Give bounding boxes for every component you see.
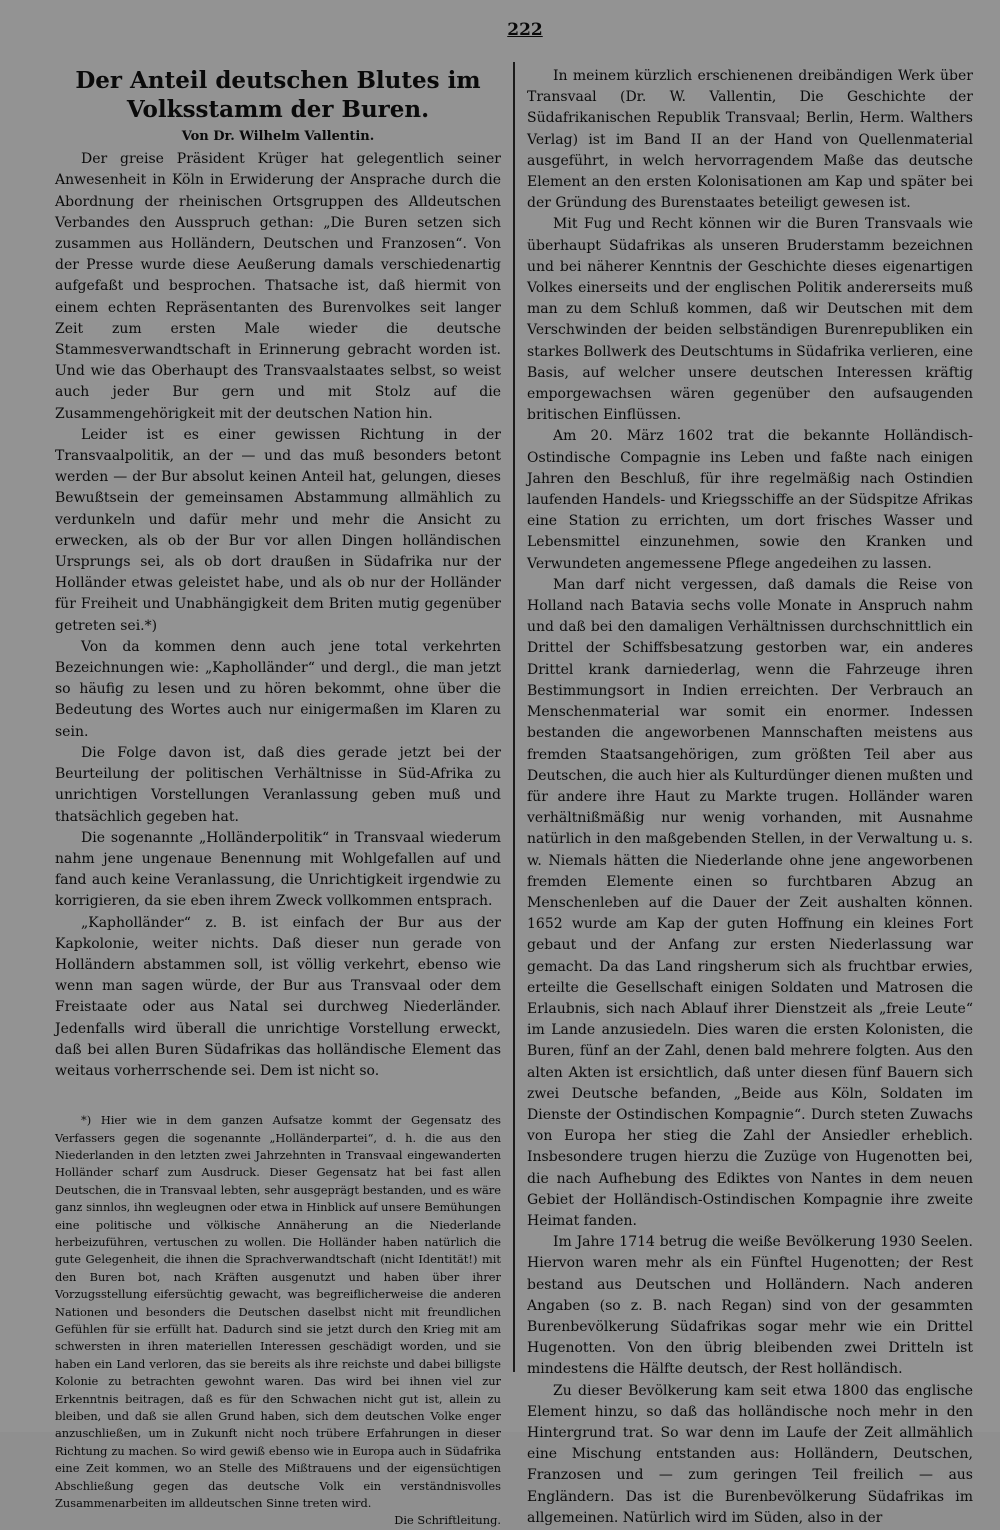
paragraph: In meinem kürzlich erschienenen dreibändigen Werk über Transvaal (Dr. W. Vallentin, Die Geschichte der Südafrikanischen Republik Transvaal; Berlin, Herm. Walthers Verlag) ist im Band II an der Hand von Quellenmaterial ausgeführt, in welch hervorragendem Maße das deutsche Element an den ersten Kolonisationen am Kap und später bei der Gründung des Burenstaates beteiligt gewesen ist.	[527, 68, 973, 212]
footnote	[55, 1112, 501, 1528]
right-column	[527, 66, 973, 1529]
paragraph: Im Jahre 1714 betrug die weiße Bevölkerung 1930 Seelen. Hiervon waren mehr als ein Fünftel Hugenotten; der Rest bestand aus Deutschen und Holländern. Nach anderen Angaben (so z. B. nach Regan) sind von der gesammten Burenbevölkerung Südafrikas sogar mehr wie ein Drittel Hugenotten. Von den übrig bleibenden zwei Dritteln ist mindestens die Hälfte deutsch, der Rest holländisch.	[527, 1234, 973, 1378]
left-column	[55, 66, 501, 1530]
footnote-body: *) Hier wie in dem ganzen Aufsatze kommt der Gegensatz des Verfassers gegen die sogenannte „Holländerpartei“, d. h. die aus den Niederlanden in den letzten zwei Jahrzehnten in Transvaal eingewanderten Holländer scharf zum Ausdruck. Dieser Gegensatz hat bei fast allen Deutschen, die in Transvaal lebten, sehr ausgeprägt bestanden, und es wäre ganz sinnlos, ihn wegleugnen oder etwa in Hinblick auf unsere Bemühungen eine politische und völkische Annäherung an die Niederlande herbeizuführen, vertuschen zu wollen. Die Holländer haben natürlich die gute Gelegenheit, die ihnen die Sprachverwandtschaft (nicht Identität!) mit den Buren bot, nach Kräften ausgenutzt und haben über ihrer Vorzugsstellung eifersüchtig gewacht, was begreiflicherweise die anderen Nationen und besonders die Deutschen daselbst nicht mit freundlichen Gefühlen für sie erfüllt hat. Dadurch sind sie jetzt durch den Krieg mit am schwersten in ihren materiellen Interessen geschädigt worden, und sie haben ein Land verloren, das sie bereits als ihre reichste und dabei billigste Kolonie zu betrachten gewohnt waren. Das wird bei ihnen viel zur Erkenntnis beitragen, daß es für den Schwachen nicht gut ist, allein zu bleiben, und daß sie allen Grund haben, sich dem deutschen Volke enger anzuschließen, um in Zukunft nicht noch trübere Erfahrungen in dieser Richtung zu machen. So wird gewiß ebenso wie in Europa auch in Südafrika eine Zeit kommen, wo an Stelle des Mißtrauens und der eigensüchtigen Abschließung gegen das deutsche Volk ein verständnisvolles Zusammenarbeiten im alldeutschen Sinne treten wird.	[55, 1113, 501, 1511]
paragraph: Von da kommen denn auch jene total verkehrten Bezeichnungen wie: „Kapholländer“ und dergl., die man jetzt so häufig zu lesen und zu hören bekommt, ohne über die Bedeutung des Wortes auch nur einigermaßen im Klaren zu sein.	[55, 638, 501, 740]
paragraph: Die sogenannte „Holländerpolitik“ in Transvaal wiederum nahm jene ungenaue Benennung mit Wohlgefallen auf und fand auch keine Veranlassung, die Unrichtigkeit irgendwie zu korrigieren, da sie eben ihrem Zweck vollkommen entsprach.	[55, 829, 501, 910]
article-title: Der Anteil deutschen Blutes im Volksstamm der Buren.	[75, 67, 481, 123]
paragraph: Am 20. März 1602 trat die bekannte Holländisch-Ostindische Compagnie ins Leben und faßte nach einigen Jahren den Beschluß, für ihre regelmäßig nach Ostindien laufenden Handels- und Kriegsschiffe an der Südspitze Afrikas eine Station zu errichten, um dort frisches Wasser und Lebensmittel einzunehmen, sowie den Kranken und Verwundeten angemessene Pflege angedeihen zu lassen.	[527, 428, 973, 572]
page-number: 222	[507, 20, 543, 40]
paragraph: „Kapholländer“ z. B. ist einfach der Bur aus der Kapkolonie, weiter nichts. Daß dieser nun gerade von Holländern abstammen soll, ist völlig verkehrt, ebenso wie wenn man sagen würde, der Bur aus Transvaal oder dem Freistaate oder aus Natal sei durchweg Niederländer. Jedenfalls wird überall die unrichtige Vorstellung erweckt, daß bei allen Buren Südafrikas das holländische Element das weitaus vorherrschende sei. Dem ist nicht so.	[55, 914, 501, 1079]
paragraph: Die Folge davon ist, daß dies gerade jetzt bei der Beurteilung der politischen Verhältnisse in Süd-Afrika zu unrichtigen Vorstellungen Veranlassung geben muß und thatsächlich gegeben hat.	[55, 744, 501, 825]
paragraph: Man darf nicht vergessen, daß damals die Reise von Holland nach Batavia sechs volle Monate in Anspruch nahm und daß bei den damaligen Verhältnissen durchschnittlich ein Drittel der Schiffsbesatzung gestorben war, ein anderes Drittel krank darniederlag, wenn die Fahrzeuge ihren Bestimmungsort in Indien erreichten. Der Verbrauch an Menschenmaterial war somit ein enormer. Indessen bestanden die angeworbenen Mannschaften meistens aus fremden Staatsangehörigen, zum größten Teil aber aus Deutschen, die auch hier als Kulturdünger dienen mußten und für andere ihre Haut zu Markte trugen. Holländer waren verhältnißmäßig nur wenig vorhanden, mit Ausnahme natürlich in den maßgebenden Stellen, in der Verwaltung u. s. w. Niemals hätten die Niederlande ohne jene angeworbenen fremden Elemente einen so furchtbaren Abzug an Menschenleben auf die Dauer der Zeit aushalten können. 1652 wurde am Kap der guten Hoffnung ein kleines Fort gebaut und der Anfang zur ersten Niederlassung war gemacht. Da das Land ringsherum sich als fruchtbar erwies, erteilte die Gesellschaft einigen Soldaten und Matrosen die Erlaubnis, sich nach Ablauf ihrer Dienstzeit als „freie Leute“ im Lande anzusiedeln. Dies waren die ersten Kolonisten, die Buren, fünf an der Zahl, denen bald mehrere folgten. Aus den alten Akten ist ersichtlich, daß unter diesen fünf Bauern sich zwei Deutsche befanden, „Beide aus Köln, Soldaten im Dienste der Ostindischen Kompagnie“. Durch steten Zuwachs von Europa her stieg die Zahl der Ansiedler erheblich. Insbesondere trugen hierzu die Zuzüge von Hugenotten bei, die nach Aufhebung des Ediktes von Nantes in dem neuen Gebiet der Holländisch-Ostindischen Kompagnie ihre zweite Heimat fanden.	[527, 576, 973, 1229]
footnote-signature: Die Schriftleitung.	[394, 1513, 501, 1528]
paragraph: Zu dieser Bevölkerung kam seit etwa 1800 das englische Element hinzu, so daß das holländische noch mehr in den Hintergrund trat. So war denn im Laufe der Zeit allmählich eine Mischung entstanden aus: Holländern, Deutschen, Franzosen und — zum geringen Teil freilich — aus Engländern. Das ist die Burenbevölkerung Südafrikas im allgemeinen. Natürlich wird im Süden, also in der	[527, 1382, 973, 1526]
paragraph: Leider ist es einer gewissen Richtung in der Transvaalpolitik, an der — und das muß besonders betont werden — der Bur absolut keinen Anteil hat, gelungen, dieses Bewußtsein der gemeinsamen Abstammung allmählich zu verdunkeln und dafür mehr und mehr die Ansicht zu erwecken, als ob der Bur vor allen Dingen holländischen Ursprungs sei, als ob dort draußen in Südafrika nur der Holländer etwas geleistet habe, und als ob nur der Holländer für Freiheit und Unabhängigkeit dem Briten mutig gegenüber getreten sei.*)	[55, 426, 501, 634]
paragraph: Mit Fug und Recht können wir die Buren Transvaals wie überhaupt Südafrikas als unseren Bruderstamm bezeichnen und bei näherer Kenntnis der Geschichte dieses eigenartigen Volkes einerseits und der englischen Politik andererseits muß man zu dem Schluß kommen, daß wir Deutschen mit dem Verschwinden der beiden selbständigen Burenrepubliken ein starkes Bollwerk des Deutschtums in Südafrika verlieren, eine Basis, auf welcher unsere deutschen Interessen kräftig emporgewachsen wären gegenüber den aufsaugenden britischen Einflüssen.	[527, 216, 973, 424]
column-divider	[513, 62, 515, 1372]
footnote-text	[55, 1112, 501, 1528]
article-byline: Von Dr. Wilhelm Vallentin.	[181, 129, 375, 144]
paragraph: Der greise Präsident Krüger hat gelegentlich seiner Anwesenheit in Köln in Erwiderung der Ansprache durch die Abordnung der rheinischen Ortsgruppen des Alldeutschen Verbandes den Ausspruch gethan: „Die Buren setzen sich zusammen aus Holländern, Deutschen und Franzosen“. Von der Presse wurde diese Aeußerung damals verschiedenartig aufgefaßt und besprochen. Thatsache ist, daß hiermit von einem echten Repräsentanten des Burenvolkes seit langer Zeit zum ersten Male wieder die deutsche Stammesverwandtschaft in Erinnerung gebracht worden ist. Und wie das Oberhaupt des Transvaalstaates selbst, so weist auch jeder Bur gern und mit Stolz auf die Zusammengehörigkeit mit der deutschen Nation hin.	[55, 151, 501, 422]
